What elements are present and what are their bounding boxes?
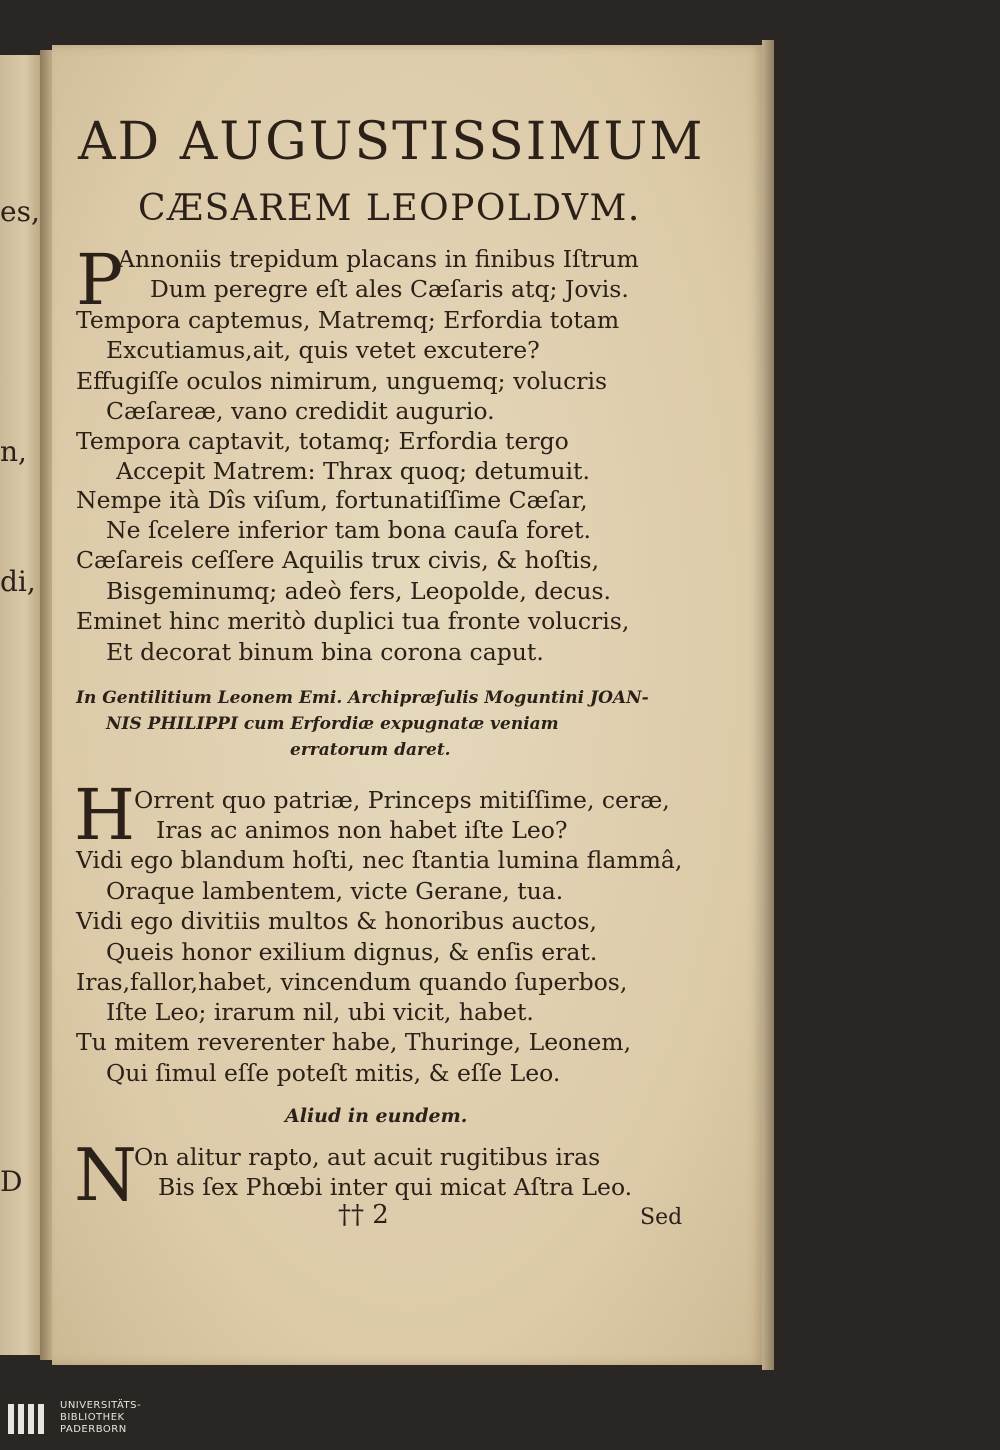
poem-heading: NIS PHILIPPI cum Erfordiæ expugnatæ veniam [106, 714, 559, 734]
verse-line: Vidi ego blandum hoſti, nec ſtantia lumina flammâ, [76, 846, 683, 874]
drop-cap: H [74, 774, 136, 856]
verse-line: Queis honor exilium dignus, & enſis erat. [106, 938, 598, 966]
verse-line: Bis ſex Phœbi inter qui micat Aſtra Leo. [158, 1173, 633, 1201]
verse-line: Iſte Leo; irarum nil, ubi vicit, habet. [106, 998, 534, 1026]
verse-line: Tempora captemus, Matremq; Erfordia totam [76, 306, 620, 334]
poem-heading: In Gentilitium Leonem Emi. Archipræſulis Moguntini JOAN- [76, 688, 649, 708]
verse-line: Orrent quo patriæ, Princeps mitiſſime, ceræ, [134, 786, 670, 814]
verse-line: Et decorat binum bina corona caput. [106, 638, 544, 666]
library-name-line: UNIVERSITÄTS- [60, 1400, 142, 1411]
poem-title: AD AUGUSTISSIMUM [78, 112, 705, 172]
verse-line: Effugiſſe oculos nimirum, unguemq; volucris [76, 367, 608, 395]
verse-line: Iras ac animos non habet iſte Leo? [156, 816, 568, 844]
facing-page-fragment: n, [0, 435, 27, 468]
poem-heading: Aliud in eundem. [285, 1105, 468, 1127]
facing-page-fragment: D [0, 1165, 23, 1198]
verse-line: Dum peregre eſt ales Cæſaris atq; Jovis. [150, 275, 629, 303]
verse-line: Oraque lambentem, victe Gerane, tua. [106, 877, 564, 905]
library-name-line: PADERBORN [60, 1424, 127, 1435]
poem-subtitle: CÆSAREM LEOPOLDVM. [138, 188, 641, 229]
library-name-line: BIBLIOTHEK [60, 1412, 125, 1423]
facing-page-fragment: es, [0, 195, 40, 228]
verse-line: Excutiamus,ait, quis vetet excutere? [106, 336, 540, 364]
verse-line: Tempora captavit, totamq; Erfordia tergo [76, 427, 569, 455]
drop-cap: N [74, 1133, 137, 1217]
signature-mark: †† 2 [338, 1200, 389, 1230]
verse-line: Nempe ità Dîs viſum, fortunatiſſime Cæſar, [76, 486, 588, 514]
verse-line: Accepit Matrem: Thrax quoq; detumuit. [116, 457, 590, 485]
verse-line: Vidi ego divitiis multos & honoribus auctos, [76, 907, 597, 935]
poem-heading: erratorum daret. [290, 740, 451, 760]
verse-line: Tu mitem reverenter habe, Thuringe, Leonem, [76, 1028, 632, 1056]
verse-line: Annoniis trepidum placans in finibus Iſtrum [118, 245, 639, 273]
verse-line: Qui ſimul eſſe poteſt mitis, & eſſe Leo. [106, 1059, 561, 1087]
library-logo-text [60, 1400, 141, 1436]
verse-line: On alitur rapto, aut acuit rugitibus iras [134, 1143, 601, 1171]
drop-cap: P [76, 239, 124, 321]
verse-line: Bisgeminumq; adeò fers, Leopolde, decus. [106, 577, 612, 605]
catchword: Sed [640, 1205, 683, 1230]
library-logo-icon [6, 1400, 50, 1440]
page-edge [762, 40, 774, 1370]
verse-line: Cæſareis ceſſere Aquilis trux civis, & hoſtis, [76, 546, 600, 574]
verse-line: Eminet hinc meritò duplici tua fronte volucris, [76, 607, 630, 635]
facing-page-edge [0, 55, 42, 1355]
facing-page-fragment: di, [0, 565, 36, 598]
verse-line: Cæſareæ, vano credidit augurio. [106, 397, 495, 425]
verse-line: Iras,fallor,habet, vincendum quando ſuperbos, [76, 968, 628, 996]
verse-line: Ne ſcelere inferior tam bona cauſa foret. [106, 516, 591, 544]
